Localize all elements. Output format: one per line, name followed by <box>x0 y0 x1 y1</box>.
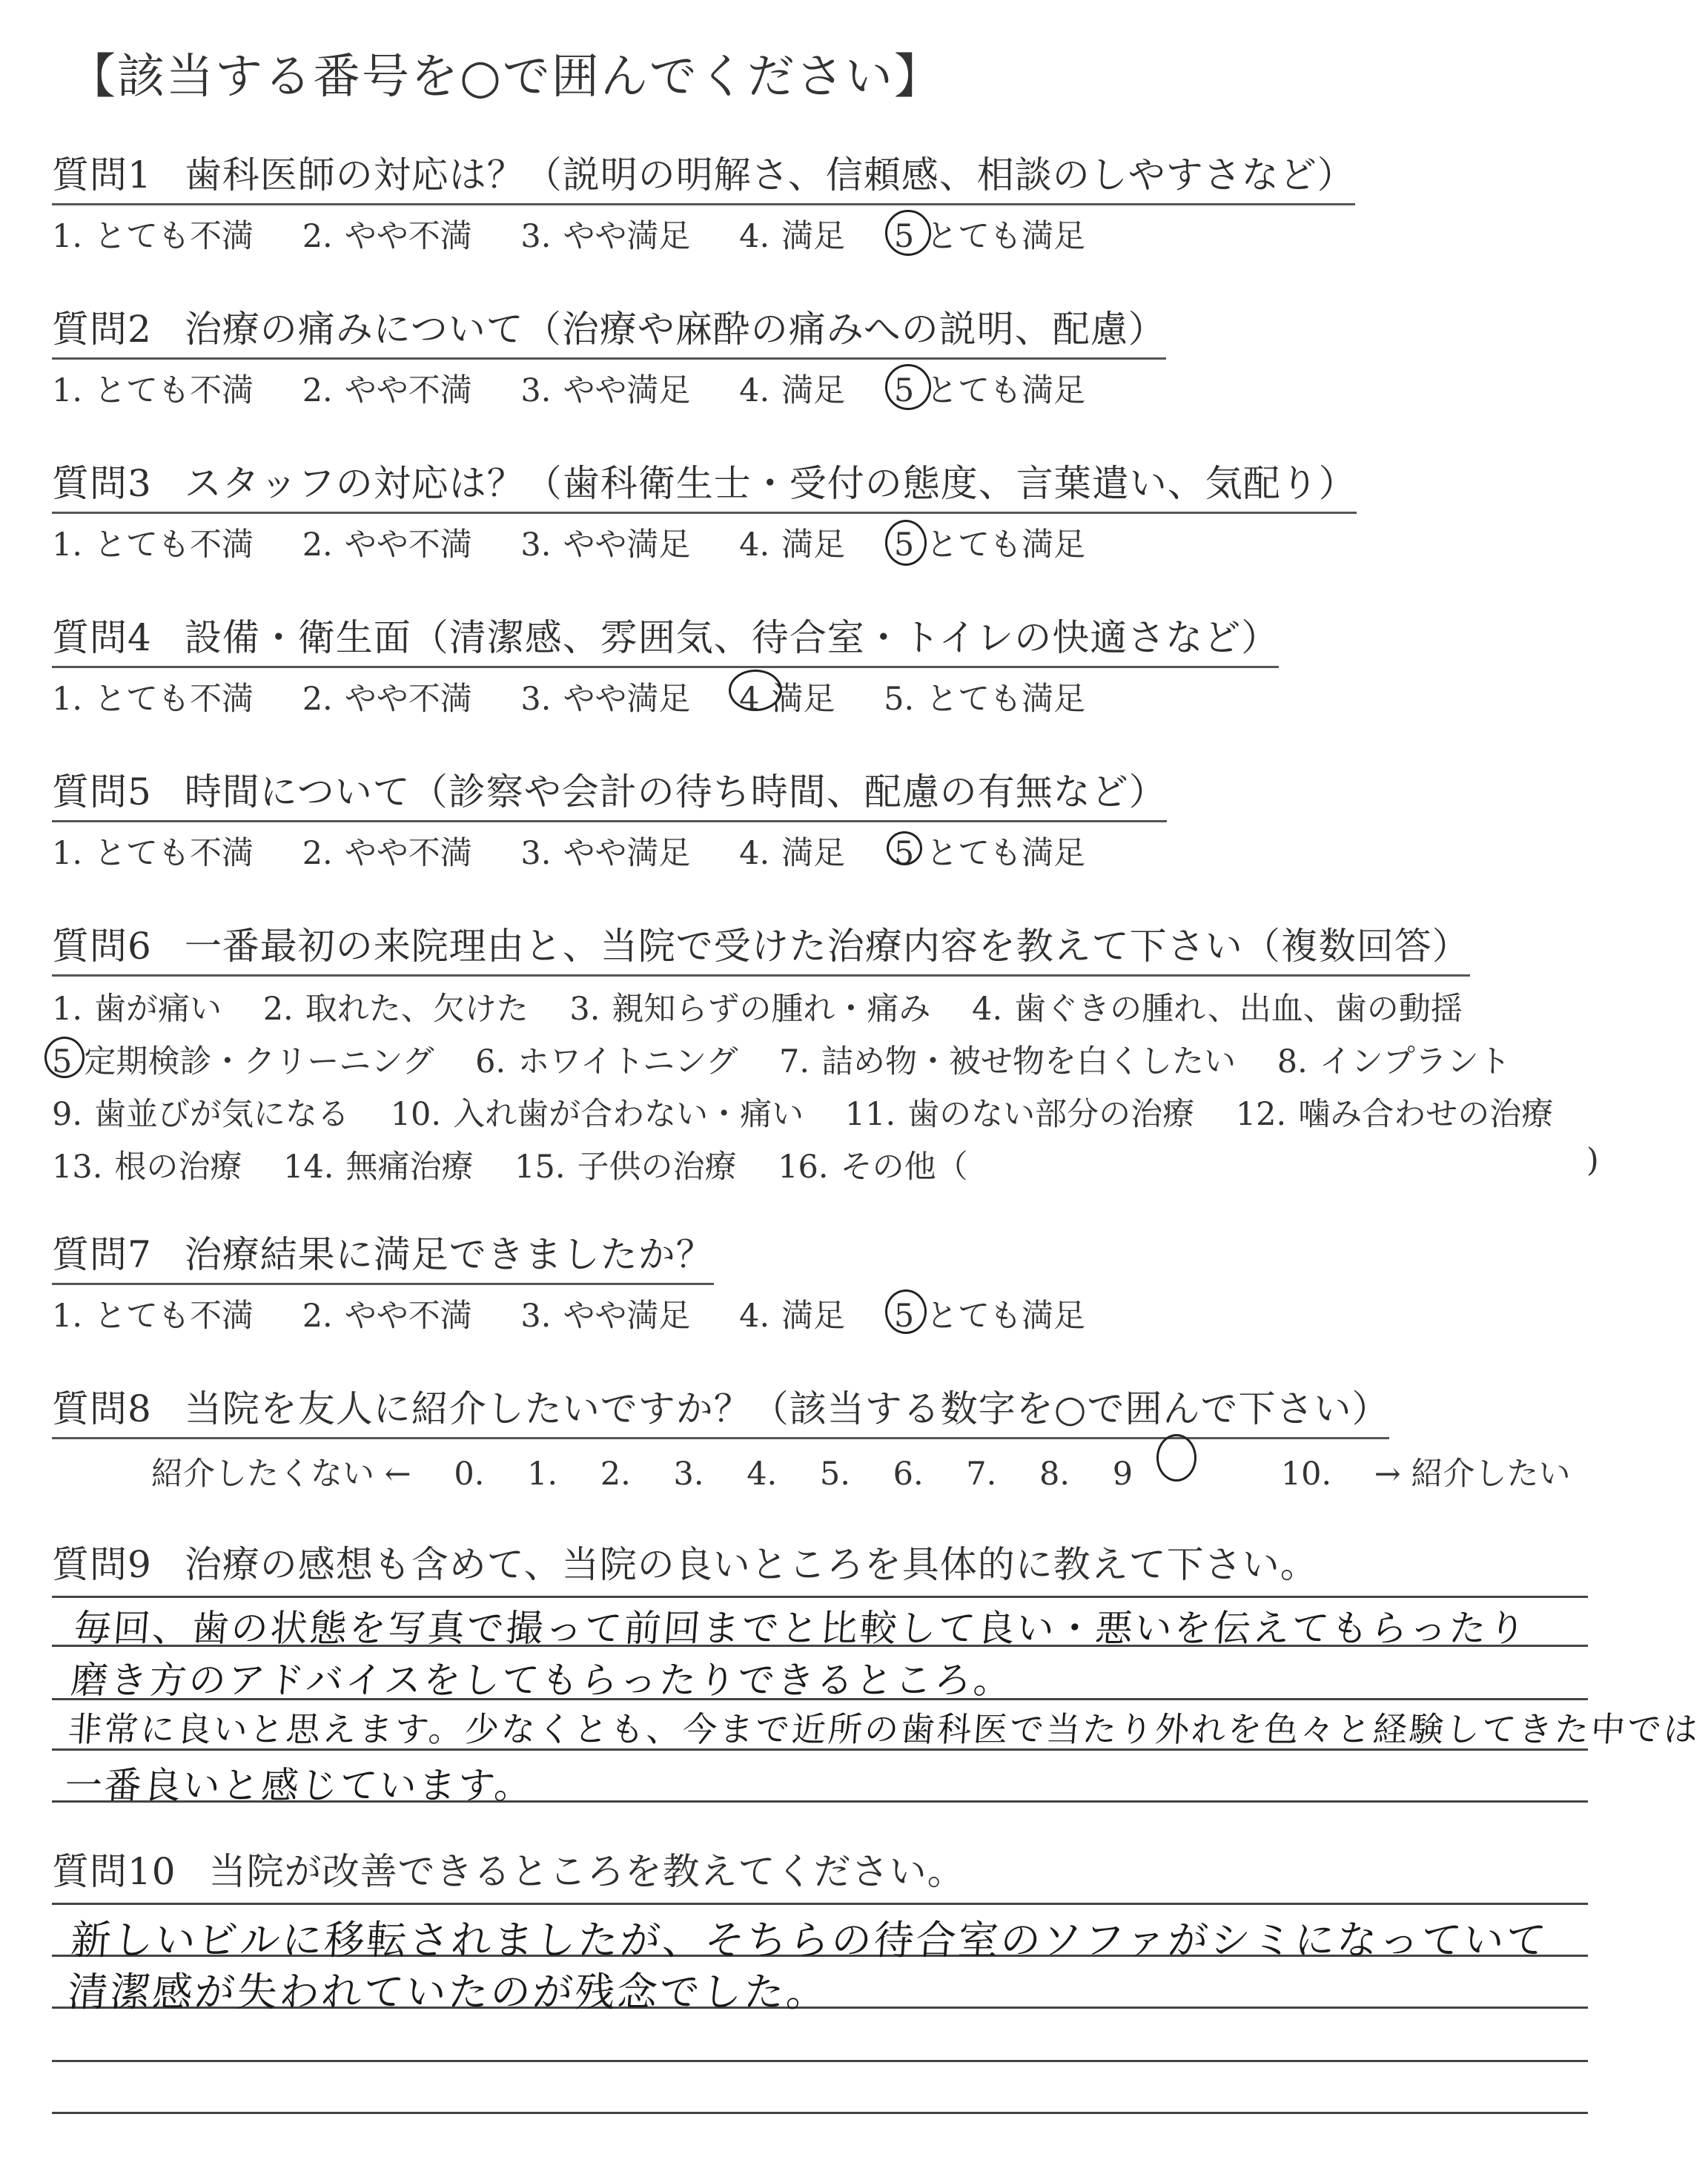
hand-circle <box>885 210 931 256</box>
answer-rule <box>52 1596 1588 1598</box>
handwritten-answer-line: 非常に良いと思えます。少なくとも、今まで近所の歯科医で当たり外れを色々と経験してきた中では <box>66 1709 1702 1749</box>
hand-circle <box>885 364 931 410</box>
q6-option-12[interactable]: 12. 噛み合わせの治療 <box>1235 1096 1554 1133</box>
scale-5[interactable]: 5. <box>819 1456 850 1493</box>
handwritten-answer-line: 一番良いと感じています。 <box>63 1764 535 1807</box>
scale-3[interactable]: 3. <box>673 1456 704 1493</box>
option-2[interactable]: 2. やや不満 <box>302 526 472 564</box>
option-3[interactable]: 3. やや満足 <box>520 218 691 255</box>
option-5-selected[interactable]: 5 とても満足 <box>894 211 1085 257</box>
q6-options-row-4 <box>52 1142 1599 1187</box>
q6-option-1[interactable]: 1. 歯が痛い <box>52 991 222 1028</box>
option-4[interactable]: 4. 満足 <box>739 835 846 872</box>
question-7 <box>52 1225 1085 1336</box>
answer-options <box>52 828 1167 873</box>
q6-option-13[interactable]: 13. 根の治療 <box>52 1149 242 1186</box>
scale-9-selected[interactable]: 9 <box>1113 1437 1238 1493</box>
question-2 <box>52 300 1166 411</box>
option-5-selected[interactable]: 5 とても満足 <box>894 520 1085 565</box>
option-2[interactable]: 2. やや不満 <box>302 372 472 409</box>
hand-circle <box>887 831 922 865</box>
question-title: 質問6 一番最初の来院理由と、当院で受けた治療内容を教えて下さい（複数回答） <box>52 916 1470 977</box>
question-title: 質問2 治療の痛みについて（治療や麻酔の痛みへの説明、配慮） <box>52 300 1166 360</box>
q6-option-7[interactable]: 7. 詰め物・被せ物を白くしたい <box>779 1043 1237 1080</box>
answer-rule <box>52 2112 1588 2114</box>
scale-2[interactable]: 2. <box>600 1456 631 1493</box>
q6-other-close: ) <box>1586 1142 1599 1179</box>
hand-circle <box>44 1037 85 1078</box>
answer-options <box>52 520 1357 565</box>
scale-4[interactable]: 4. <box>747 1456 778 1493</box>
hand-circle <box>885 520 927 566</box>
q6-option-3[interactable]: 3. 親知らずの腫れ・痛み <box>569 991 931 1028</box>
scale-6[interactable]: 6. <box>893 1456 924 1493</box>
option-3[interactable]: 3. やや満足 <box>520 526 691 564</box>
question-title: 質問5 時間について（診察や会計の待ち時間、配慮の有無など） <box>52 762 1167 822</box>
option-1[interactable]: 1. とても不満 <box>52 681 254 718</box>
q6-option-5-selected[interactable]: 5 定期検診・クリーニング <box>52 1037 434 1082</box>
option-2[interactable]: 2. やや不満 <box>302 681 472 718</box>
scale-8[interactable]: 8. <box>1039 1456 1070 1493</box>
handwritten-answer-line: 新しいビルに移転されましたが、そちらの待合室のソファがシミになっていて <box>69 1917 1550 1964</box>
option-1[interactable]: 1. とても不満 <box>52 372 254 409</box>
option-3[interactable]: 3. やや満足 <box>520 1298 691 1335</box>
q6-options-row-2 <box>52 1037 1584 1082</box>
q6-option-9[interactable]: 9. 歯並びが気になる <box>52 1096 350 1133</box>
scale-right-label: → 紹介したい <box>1374 1456 1571 1493</box>
option-5[interactable]: 5. とても満足 <box>884 681 1086 718</box>
scale-left-label: 紹介したくない ← <box>151 1456 411 1493</box>
q6-option-4[interactable]: 4. 歯ぐきの腫れ、出血、歯の動揺 <box>972 991 1463 1028</box>
hand-circle <box>1156 1434 1196 1482</box>
q6-option-8[interactable]: 8. インプラント <box>1277 1043 1511 1080</box>
question-title: 質問1 歯科医師の対応は？（説明の明解さ、信頼感、相談のしやすさなど） <box>52 145 1355 205</box>
answer-rule <box>52 1903 1588 1905</box>
hand-circle <box>885 1289 927 1334</box>
question-5 <box>52 762 1167 873</box>
scale-0[interactable]: 0. <box>454 1456 485 1493</box>
answer-options <box>52 211 1355 257</box>
handwritten-answer-line: 毎回、歯の状態を写真で撮って前回までと比較して良い・悪いを伝えてもらったり <box>72 1607 1529 1650</box>
option-5-selected[interactable]: 5 とても満足 <box>894 366 1085 411</box>
q6-option-10[interactable]: 10. 入れ歯が合わない・痛い <box>390 1096 804 1133</box>
question-6 <box>52 916 1599 1187</box>
question-3 <box>52 454 1357 565</box>
option-1[interactable]: 1. とても不満 <box>52 526 254 564</box>
option-5-selected[interactable]: 5 とても満足 <box>894 1291 1085 1336</box>
q6-option-14[interactable]: 14. 無痛治療 <box>283 1149 474 1186</box>
option-1[interactable]: 1. とても不満 <box>52 1298 254 1335</box>
question-10: 質問10 当院が改善できるところを教えてください。 <box>52 1850 965 1893</box>
answer-options <box>52 366 1166 411</box>
question-title: 質問7 治療結果に満足できましたか？ <box>52 1225 714 1285</box>
question-title: 質問8 当院を友人に紹介したいですか？（該当する数字を○で囲んで下さい） <box>52 1379 1389 1439</box>
question-4 <box>52 608 1279 719</box>
q6-option-6[interactable]: 6. ホワイトニング <box>475 1043 738 1080</box>
option-1[interactable]: 1. とても不満 <box>52 218 254 255</box>
option-3[interactable]: 3. やや満足 <box>520 681 691 718</box>
hand-circle <box>729 670 782 711</box>
recommend-scale <box>151 1437 1603 1494</box>
option-3[interactable]: 3. やや満足 <box>520 372 691 409</box>
option-4[interactable]: 4. 満足 <box>739 526 846 564</box>
q6-option-2[interactable]: 2. 取れた、欠けた <box>262 991 529 1028</box>
answer-options <box>52 674 1279 719</box>
option-2[interactable]: 2. やや不満 <box>302 835 472 872</box>
option-3[interactable]: 3. やや満足 <box>520 835 691 872</box>
question-8 <box>52 1379 1389 1439</box>
option-4[interactable]: 4. 満足 <box>739 1298 846 1335</box>
option-2[interactable]: 2. やや不満 <box>302 218 472 255</box>
q6-options-row-3 <box>52 1089 1584 1135</box>
question-1 <box>52 145 1355 257</box>
scale-7[interactable]: 7. <box>966 1456 997 1493</box>
scale-10[interactable]: 10. <box>1280 1456 1332 1493</box>
answer-options <box>52 1291 1085 1336</box>
handwritten-answer-line: 清潔感が失われていたのが残念でした。 <box>66 1969 830 2015</box>
option-1[interactable]: 1. とても不満 <box>52 835 254 872</box>
question-9: 質問9 治療の感想も含めて、当院の良いところを具体的に教えて下さい。 <box>52 1543 1318 1586</box>
option-4[interactable]: 4. 満足 <box>739 372 846 409</box>
scale-1[interactable]: 1. <box>527 1456 558 1493</box>
answer-rule <box>52 2060 1588 2062</box>
q6-option-16[interactable]: 16. その他（ <box>778 1149 968 1186</box>
q6-option-15[interactable]: 15. 子供の治療 <box>514 1149 737 1186</box>
q6-options-row-1 <box>52 984 1584 1029</box>
option-5-selected[interactable]: 5 とても満足 <box>894 828 1085 873</box>
question-title: 質問4 設備・衛生面（清潔感、雰囲気、待合室・トイレの快適さなど） <box>52 608 1279 668</box>
option-4[interactable]: 4. 満足 <box>739 218 846 255</box>
page-header: 【該当する番号を○で囲んでください】 <box>68 50 943 105</box>
option-4-selected[interactable]: 4 満足 <box>739 674 835 719</box>
handwritten-answer-line: 磨き方のアドバイスをしてもらったりできるところ。 <box>69 1659 1015 1702</box>
option-2[interactable]: 2. やや不満 <box>302 1298 472 1335</box>
q6-option-11[interactable]: 11. 歯のない部分の治療 <box>844 1096 1195 1133</box>
question-title: 質問3 スタッフの対応は？（歯科衛生士・受付の態度、言葉遣い、気配り） <box>52 454 1357 514</box>
